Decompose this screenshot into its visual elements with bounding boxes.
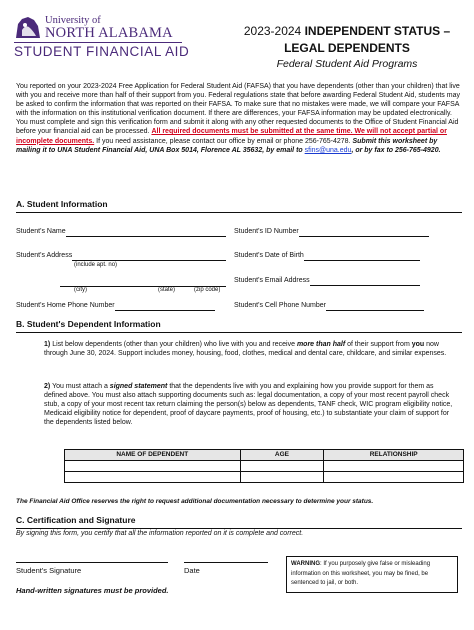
header-relationship: RELATIONSHIP [324,450,464,461]
instruction-2 [44,382,456,427]
intro-main-text: You reported on your 2023-2024 Free Application for Federal Student Aid (FAFSA) that you have dependents (other than your children) that live with you and receive more than half of their support from you. Federal regulations state that before awarding Federal Student Aid, students may be asked to confirm the information that was reported on their FAFSA. To make sure that no mistakes were made, we will compare your FAFSA with the information on this institutional verification document. If there are differences, your FAFSA information may be updated electronically. You must complete and sign this verification form and submit it along with any other requested documents to the Office of Student Financial Aid before your financial aid can be processed. [16,83,460,136]
home-phone-label: Student's Home Phone Number [16,302,115,309]
title-subtitle: Federal Student Aid Programs [276,58,418,70]
dependent-age-cell[interactable] [240,472,324,483]
title-line-2: LEGAL DEPENDENTS [284,41,410,55]
signature-label: Student's Signature [16,566,82,575]
email-link[interactable]: sfins@una.edu [304,146,352,154]
intro-paragraph [16,82,462,155]
title-line-1 [232,24,462,39]
student-email-label: Student's Email Address [234,277,310,284]
zip-hint: (zip code) [194,287,221,293]
logo-department-text: STUDENT FINANCIAL AID [14,44,190,59]
instruction-1 [44,340,456,358]
intro-assist-text: If you need assistance, please contact our office by email or phone 256-765-4278. [96,137,351,145]
dependents-table [64,449,464,483]
logo-university-text: University of [45,15,101,26]
section-b-heading: B. Student's Dependent Information [16,319,462,333]
instruction-2-number: 2) [44,383,51,390]
student-id-line[interactable] [299,229,429,237]
instruction-1-you: you [411,341,425,348]
instruction-2-text-b: that the dependents live with you and explaining how you provide support for them as defined above. You must also attach supporting documents such as: legal documentation, a copy of your most recent payroll check stub, a copy of your most recent tax return claiming the person(s) below as dependents, TANF check, WIC program eligibility notice, Medicaid eligibility notice for dependent, proof of daycare payments, proof of housing, etc.) to substantiate your claim of support for the dependents listed below. [44,383,453,427]
reserve-note: The Financial Aid Office reserves the right to request additional documentation necessary to determine your status. [16,498,374,505]
logo-divider [14,42,182,43]
dependents-table-header [65,450,464,461]
warning-box [286,556,458,593]
student-address-line[interactable] [72,253,226,261]
student-id-field[interactable] [234,228,429,237]
form-title [232,24,462,71]
una-logo [14,15,190,60]
dependent-name-cell[interactable] [65,472,241,483]
dependent-relationship-cell[interactable] [324,461,464,472]
student-id-label: Student's ID Number [234,228,299,235]
home-phone-field[interactable] [16,302,215,311]
date-label: Date [184,566,200,575]
apt-hint: (include apt. no) [74,262,118,268]
student-email-field[interactable] [234,277,420,286]
student-address-field[interactable] [16,252,226,261]
instruction-1-number: 1) [44,341,51,348]
table-row [65,461,464,472]
home-phone-line[interactable] [115,303,215,311]
city-state-zip-field[interactable] [60,278,226,287]
instruction-1-text-c: now through June 30, 2024. Support includes money, housing, food, clothes, medical and dental care, childcare, and similar expenses. [44,341,447,358]
city-state-zip-line[interactable] [60,279,226,287]
date-line[interactable] [184,562,268,563]
cell-phone-label: Student's Cell Phone Number [234,302,326,309]
student-dob-line[interactable] [304,253,420,261]
dependent-name-cell[interactable] [65,461,241,472]
intro-submit-text: Submit this worksheet by mailing it to UNA Student Financial Aid, UNA Box 5014, Florence AL 35632, by email to [16,137,438,154]
intro-warning-red: All required documents must be submitted at the same time. We will not accept partial or incomplete documents. [16,128,447,145]
dependent-age-cell[interactable] [240,461,324,472]
cell-phone-field[interactable] [234,302,424,311]
student-dob-field[interactable] [234,252,420,261]
title-year: 2023-2024 [243,24,302,38]
section-a-heading: A. Student Information [16,199,462,213]
instruction-2-text-a: You must attach a [52,383,108,390]
student-email-line[interactable] [310,278,420,286]
cell-phone-line[interactable] [326,303,424,311]
signature-line[interactable] [16,562,168,563]
lion-seal-icon [14,16,42,40]
instruction-2-bold: signed statement [109,383,168,390]
section-c-heading: C. Certification and Signature [16,515,462,529]
table-row [65,472,464,483]
header-name: NAME OF DEPENDENT [65,450,241,461]
handwritten-note: Hand-written signatures must be provided. [16,586,169,595]
intro-fax-text: , or by fax to 256-765-4920. [351,146,441,154]
warning-label: WARNING [291,561,320,567]
student-dob-label: Student's Date of Birth [234,252,304,259]
dependent-relationship-cell[interactable] [324,472,464,483]
certify-text: By signing this form, you certify that all the information reported on it is complete and correct. [16,530,304,537]
state-hint: (state) [158,287,176,293]
instruction-1-text-a: List below dependents (other than your children) who live with you and receive [52,341,295,348]
instruction-1-text-b: of their support from [347,341,410,348]
student-name-field[interactable] [16,228,226,237]
city-hint: (city) [74,287,87,293]
warning-text: : If you purposely give false or misleading information on this worksheet, you may be fined, be sentenced to jail, or both. [291,561,431,587]
student-address-label: Student's Address [16,252,73,259]
student-name-line[interactable] [66,229,226,237]
header-age: AGE [240,450,324,461]
logo-north-alabama-text: NORTH ALABAMA [45,25,173,41]
student-name-label: Student's Name [16,228,66,235]
title-status: INDEPENDENT STATUS – [304,24,451,38]
instruction-1-bold: more than half [296,341,346,348]
